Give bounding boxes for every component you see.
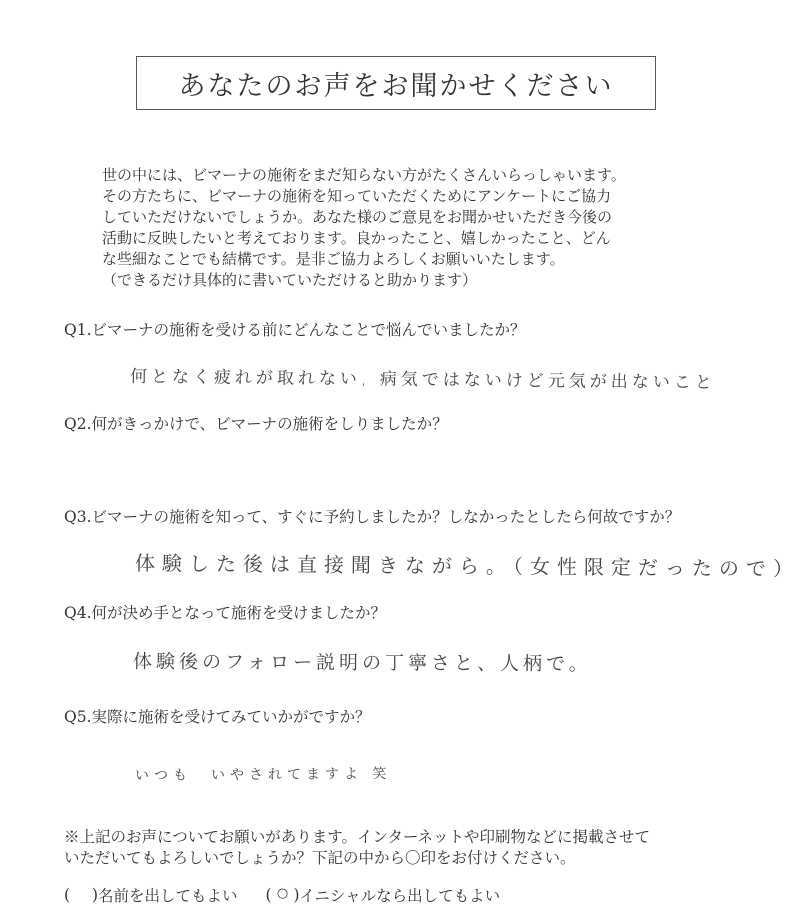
- answer-5-handwritten: いつも いやされてますよ 笑: [134, 766, 392, 784]
- intro-line: その方たちに、ビマーナの施術を知っていただくためにアンケートにご協力: [102, 187, 612, 205]
- answer-3-handwritten: 体験した後は直接聞きながら。（女性限定だったので）: [134, 551, 800, 581]
- intro-paragraph: [102, 165, 702, 291]
- option-mark: ○: [276, 886, 289, 901]
- question-3: Q3.ビマーナの施術を知って、すぐに予約しましたか？しなかったとしたら何故ですか？: [64, 508, 681, 526]
- option-label: イニシャルなら出してもよい: [299, 887, 501, 905]
- option-name-ok[interactable]: [64, 884, 238, 906]
- answer-4-handwritten: 体験後のフォロー説明の丁寧さと、人柄で。: [132, 650, 592, 676]
- option-checkbox[interactable]: ( ○ ): [265, 886, 300, 904]
- option-checkbox[interactable]: ( ): [64, 886, 98, 904]
- answer-1-handwritten: 何となく疲れが取れない, 病気ではないけど元気が出ないこと: [129, 366, 716, 394]
- notice-line: ※上記のお声についてお願いがあります。インターネットや印刷物などに掲載させて: [64, 828, 651, 846]
- question-2: Q2.何がきっかけで、ビマーナの施術をしりましたか？: [64, 415, 448, 433]
- consent-options: [64, 884, 500, 906]
- question-1: Q1.ビマーナの施術を受ける前にどんなことで悩んでいましたか？: [64, 321, 526, 339]
- question-4: Q4.何が決め手となって施術を受けましたか？: [64, 604, 386, 622]
- option-initials-ok[interactable]: [266, 884, 501, 906]
- intro-line: 活動に反映したいと考えております。良かったこと、嬉しかったこと、どん: [102, 229, 611, 247]
- question-5: Q5.実際に施術を受けてみていかがですか？: [64, 708, 371, 726]
- option-label: 名前を出してもよい: [98, 887, 238, 905]
- notice-line: いただいてもよろしいでしょうか？下記の中から〇印をお付けください。: [64, 849, 576, 867]
- survey-title: あなたのお声をお聞かせください: [136, 56, 656, 110]
- intro-line: していただけないでしょうか。あなた様のご意見をお聞かせいただき今後の: [102, 208, 613, 226]
- intro-line: な些細なことでも結構です。是非ご協力よろしくお願いいたします。: [102, 250, 565, 268]
- publication-notice: [64, 827, 744, 869]
- intro-line: （できるだけ具体的に書いていただけると助かります）: [102, 271, 478, 289]
- intro-line: 世の中には、ビマーナの施術をまだ知らない方がたくさんいらっしゃいます。: [102, 166, 626, 184]
